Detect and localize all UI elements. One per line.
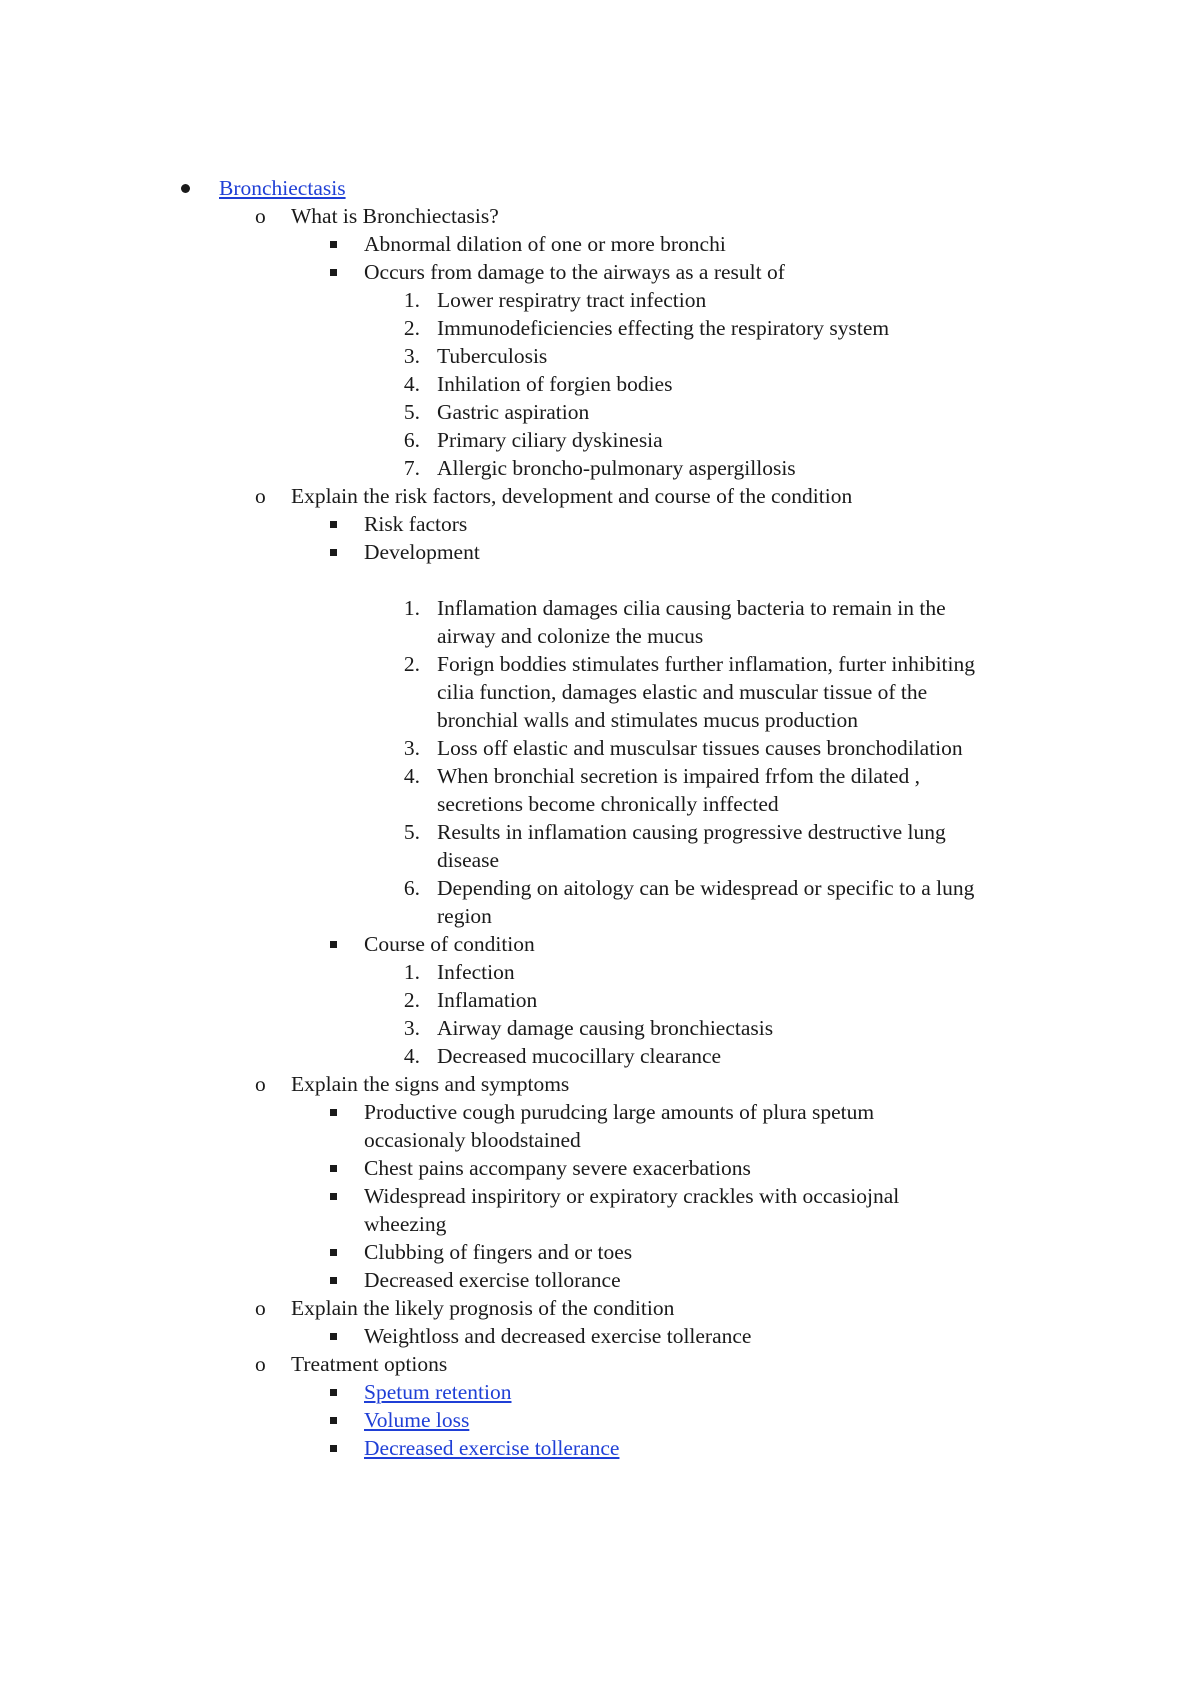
numbered-item-text: Tuberculosis — [437, 344, 548, 368]
list-item — [0, 538, 1200, 566]
list-number: 5. — [403, 820, 420, 844]
volume-loss-link[interactable]: Volume loss — [364, 1408, 470, 1432]
list-item-text: Widespread inspiritory or expiratory crackles with occasiojnal — [364, 1184, 900, 1208]
list-number: 2. — [403, 316, 420, 340]
list-number: 5. — [403, 400, 420, 424]
list-item — [0, 1378, 1200, 1406]
numbered-item-text: Inhilation of forgien bodies — [437, 372, 673, 396]
list-number: 4. — [403, 372, 420, 396]
section-heading — [0, 202, 1200, 230]
numbered-item-text: Allergic broncho-pulmonary aspergillosis — [437, 456, 796, 480]
square-bullet-icon — [330, 258, 337, 286]
numbered-item-text: secretions become chronically inffected — [437, 792, 779, 816]
square-bullet-icon — [330, 538, 337, 566]
list-number: 1. — [403, 596, 420, 620]
list-item-text: wheezing — [364, 1212, 447, 1236]
list-number: 1. — [403, 288, 420, 312]
square-bullet-icon — [330, 1378, 337, 1406]
list-number: 2. — [403, 652, 420, 676]
section-heading — [0, 1294, 1200, 1322]
circle-bullet-icon: o — [255, 484, 266, 508]
decreased-exercise-tollerance-link[interactable]: Decreased exercise tollerance — [364, 1436, 620, 1460]
circle-bullet-icon: o — [255, 1072, 266, 1096]
square-bullet-icon — [330, 1238, 337, 1266]
list-number: 3. — [403, 344, 420, 368]
numbered-item-text: Immunodeficiencies effecting the respiratory system — [437, 316, 890, 340]
numbered-item — [0, 594, 1200, 622]
list-item-text: Development — [364, 540, 480, 564]
list-item — [0, 1406, 1200, 1434]
circle-bullet-icon: o — [255, 1352, 266, 1376]
square-bullet-icon — [330, 1434, 337, 1462]
list-item — [0, 230, 1200, 258]
numbered-item — [0, 762, 1200, 790]
numbered-item-text: disease — [437, 848, 500, 872]
list-item-text: Decreased exercise tollorance — [364, 1268, 621, 1292]
outline-item-title — [0, 174, 1200, 202]
square-bullet-icon — [330, 1182, 337, 1210]
numbered-item — [0, 342, 1200, 370]
section-heading — [0, 1070, 1200, 1098]
square-bullet-icon — [330, 1266, 337, 1294]
numbered-item — [0, 734, 1200, 762]
numbered-item — [0, 426, 1200, 454]
list-number: 6. — [403, 428, 420, 452]
list-item — [0, 1238, 1200, 1266]
section-heading-text: Explain the likely prognosis of the condition — [291, 1296, 675, 1320]
section-heading-text: What is Bronchiectasis? — [291, 204, 499, 228]
bullet-disc-icon — [181, 174, 190, 202]
numbered-item-continuation — [0, 678, 1200, 706]
numbered-item-text: Infection — [437, 960, 515, 984]
numbered-item — [0, 1042, 1200, 1070]
numbered-item — [0, 986, 1200, 1014]
list-item-text: Productive cough purudcing large amounts of plura spetum — [364, 1100, 875, 1124]
square-bullet-icon — [330, 930, 337, 958]
numbered-item — [0, 874, 1200, 902]
numbered-item — [0, 314, 1200, 342]
list-number: 4. — [403, 1044, 420, 1068]
circle-bullet-icon: o — [255, 1296, 266, 1320]
numbered-item-continuation — [0, 790, 1200, 818]
circle-bullet-icon: o — [255, 204, 266, 228]
list-item-text: occasionaly bloodstained — [364, 1128, 581, 1152]
numbered-item-continuation — [0, 706, 1200, 734]
numbered-item-text: Inflamation damages cilia causing bacteria to remain in the — [437, 596, 946, 620]
list-item-text: Abnormal dilation of one or more bronchi — [364, 232, 726, 256]
numbered-item-text: Results in inflamation causing progressive destructive lung — [437, 820, 946, 844]
square-bullet-icon — [330, 230, 337, 258]
numbered-item-text: bronchial walls and stimulates mucus production — [437, 708, 858, 732]
list-item-text: Risk factors — [364, 512, 468, 536]
list-item — [0, 1182, 1200, 1210]
numbered-item — [0, 1014, 1200, 1042]
list-item — [0, 930, 1200, 958]
numbered-item-text: Gastric aspiration — [437, 400, 590, 424]
list-number: 3. — [403, 736, 420, 760]
list-number: 3. — [403, 1016, 420, 1040]
numbered-item-text: Lower respiratry tract infection — [437, 288, 707, 312]
numbered-item-continuation — [0, 622, 1200, 650]
section-heading — [0, 482, 1200, 510]
list-number: 1. — [403, 960, 420, 984]
list-item — [0, 1098, 1200, 1126]
numbered-item — [0, 818, 1200, 846]
section-heading-text: Explain the signs and symptoms — [291, 1072, 570, 1096]
numbered-item-text: Forign boddies stimulates further inflamation, furter inhibiting — [437, 652, 976, 676]
numbered-item — [0, 398, 1200, 426]
section-heading-text: Treatment options — [291, 1352, 448, 1376]
numbered-item-text: Airway damage causing bronchiectasis — [437, 1016, 774, 1040]
list-item-text: Occurs from damage to the airways as a result of — [364, 260, 785, 284]
numbered-item-text: When bronchial secretion is impaired frfom the dilated , — [437, 764, 920, 788]
square-bullet-icon — [330, 1098, 337, 1126]
section-heading — [0, 1350, 1200, 1378]
numbered-item — [0, 650, 1200, 678]
list-item — [0, 1154, 1200, 1182]
numbered-item-text: Decreased mucocillary clearance — [437, 1044, 722, 1068]
square-bullet-icon — [330, 510, 337, 538]
document-body — [0, 174, 1200, 1462]
numbered-item-text: airway and colonize the mucus — [437, 624, 704, 648]
list-item-text: Clubbing of fingers and or toes — [364, 1240, 633, 1264]
numbered-item-text: Inflamation — [437, 988, 538, 1012]
list-item — [0, 510, 1200, 538]
numbered-item-continuation — [0, 846, 1200, 874]
list-number: 2. — [403, 988, 420, 1012]
list-item — [0, 1266, 1200, 1294]
square-bullet-icon — [330, 1406, 337, 1434]
numbered-item — [0, 370, 1200, 398]
numbered-item — [0, 958, 1200, 986]
list-item — [0, 1434, 1200, 1462]
list-number: 6. — [403, 876, 420, 900]
spetum-retention-link[interactable]: Spetum retention — [364, 1380, 512, 1404]
numbered-item-text: region — [437, 904, 492, 928]
numbered-item-text: cilia function, damages elastic and muscular tissue of the — [437, 680, 928, 704]
numbered-item-text: Depending on aitology can be widespread or specific to a lung — [437, 876, 975, 900]
list-item-continuation — [0, 1210, 1200, 1238]
numbered-item-continuation — [0, 902, 1200, 930]
list-item — [0, 258, 1200, 286]
list-item — [0, 1322, 1200, 1350]
list-number: 7. — [403, 456, 420, 480]
list-item-text: Weightloss and decreased exercise tollerance — [364, 1324, 752, 1348]
list-item-text: Course of condition — [364, 932, 535, 956]
bronchiectasis-link[interactable]: Bronchiectasis — [219, 176, 346, 200]
list-item-continuation — [0, 1126, 1200, 1154]
section-heading-text: Explain the risk factors, development and course of the condition — [291, 484, 853, 508]
numbered-item-text: Loss off elastic and musculsar tissues causes bronchodilation — [437, 736, 963, 760]
list-item-text: Chest pains accompany severe exacerbations — [364, 1156, 751, 1180]
square-bullet-icon — [330, 1154, 337, 1182]
numbered-item-text: Primary ciliary dyskinesia — [437, 428, 663, 452]
numbered-item — [0, 454, 1200, 482]
list-number: 4. — [403, 764, 420, 788]
square-bullet-icon — [330, 1322, 337, 1350]
numbered-item — [0, 286, 1200, 314]
